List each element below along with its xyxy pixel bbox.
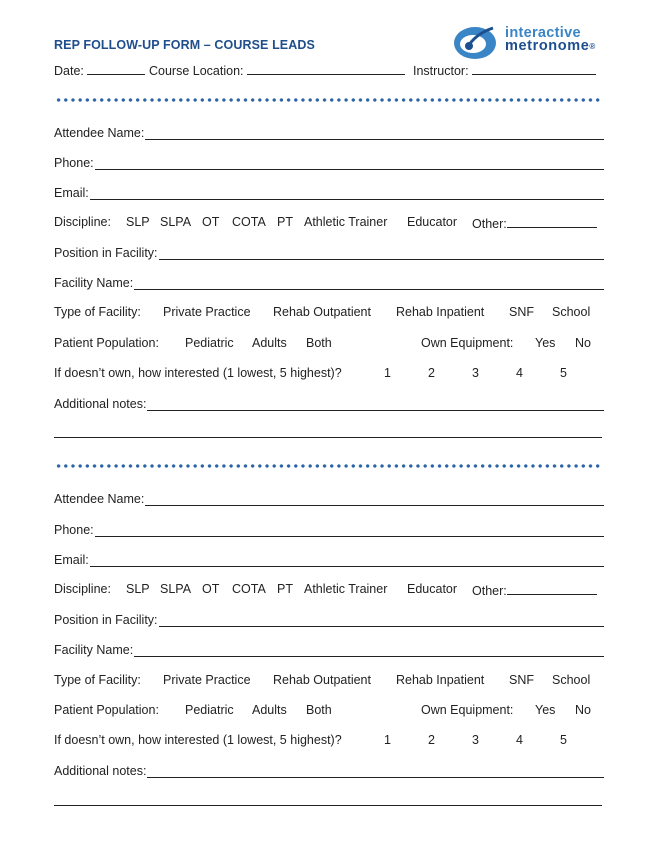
interest-label: If doesn’t own, how interested (1 lowest, 5 highest)? bbox=[54, 366, 342, 380]
interactive-metronome-logo bbox=[453, 24, 605, 62]
attendee-name-field[interactable] bbox=[54, 490, 604, 506]
discipline-option-ot[interactable]: OT bbox=[202, 215, 220, 229]
facility-name-label: Facility Name: bbox=[54, 643, 134, 657]
facility-name-field[interactable] bbox=[54, 274, 604, 290]
discipline-other-input-line[interactable] bbox=[507, 215, 597, 228]
population-both[interactable]: Both bbox=[306, 336, 332, 350]
facility-type-rehab-inpatient[interactable]: Rehab Inpatient bbox=[396, 673, 485, 687]
facility-type-label: Type of Facility: bbox=[54, 305, 141, 319]
additional-notes-extra-line[interactable] bbox=[54, 805, 602, 806]
section-divider-dots bbox=[55, 97, 603, 103]
phone-field[interactable] bbox=[54, 521, 604, 537]
form-title: REP FOLLOW-UP FORM – COURSE LEADS bbox=[54, 38, 315, 52]
interest-option-4[interactable]: 4 bbox=[516, 733, 523, 747]
facility-name-input-line[interactable] bbox=[134, 644, 604, 657]
population-label: Patient Population: bbox=[54, 703, 159, 717]
facility-name-label: Facility Name: bbox=[54, 276, 134, 290]
discipline-option-ot[interactable]: OT bbox=[202, 582, 220, 596]
discipline-other-label: Other: bbox=[472, 584, 507, 598]
email-field[interactable] bbox=[54, 184, 604, 200]
discipline-option-slpa[interactable]: SLPA bbox=[160, 582, 192, 596]
discipline-option-pt[interactable]: PT bbox=[277, 215, 293, 229]
instructor-label: Instructor: bbox=[413, 64, 469, 78]
own-equipment-label: Own Equipment: bbox=[421, 336, 514, 350]
email-input-line[interactable] bbox=[90, 554, 604, 567]
phone-label: Phone: bbox=[54, 523, 94, 537]
additional-notes-extra-line[interactable] bbox=[54, 437, 602, 438]
date-input-line[interactable] bbox=[87, 62, 145, 75]
population-both[interactable]: Both bbox=[306, 703, 332, 717]
position-field[interactable] bbox=[54, 611, 604, 627]
discipline-option-other[interactable] bbox=[472, 582, 597, 598]
attendee-name-input-line[interactable] bbox=[145, 493, 604, 506]
facility-type-private-practice[interactable]: Private Practice bbox=[163, 673, 251, 687]
position-label: Position in Facility: bbox=[54, 246, 158, 260]
email-label: Email: bbox=[54, 186, 89, 200]
phone-input-line[interactable] bbox=[95, 157, 604, 170]
own-equipment-label: Own Equipment: bbox=[421, 703, 514, 717]
email-field[interactable] bbox=[54, 551, 604, 567]
position-field[interactable] bbox=[54, 244, 604, 260]
discipline-option-slp[interactable]: SLP bbox=[126, 582, 150, 596]
population-adults[interactable]: Adults bbox=[252, 336, 287, 350]
facility-type-snf[interactable]: SNF bbox=[509, 305, 534, 319]
date-field[interactable] bbox=[54, 62, 145, 78]
discipline-option-athletic-trainer[interactable]: Athletic Trainer bbox=[304, 582, 388, 596]
logo-text-interactive: interactive bbox=[505, 25, 581, 41]
phone-input-line[interactable] bbox=[95, 524, 604, 537]
discipline-option-slpa[interactable]: SLPA bbox=[160, 215, 192, 229]
facility-type-private-practice[interactable]: Private Practice bbox=[163, 305, 251, 319]
facility-type-rehab-inpatient[interactable]: Rehab Inpatient bbox=[396, 305, 485, 319]
discipline-label: Discipline: bbox=[54, 215, 111, 229]
population-adults[interactable]: Adults bbox=[252, 703, 287, 717]
additional-notes-field[interactable] bbox=[54, 762, 604, 778]
facility-type-school[interactable]: School bbox=[552, 673, 591, 687]
discipline-label: Discipline: bbox=[54, 582, 111, 596]
position-input-line[interactable] bbox=[159, 247, 604, 260]
additional-notes-label: Additional notes: bbox=[54, 397, 147, 411]
date-label: Date: bbox=[54, 64, 84, 78]
facility-name-input-line[interactable] bbox=[134, 277, 604, 290]
facility-type-rehab-outpatient[interactable]: Rehab Outpatient bbox=[273, 305, 371, 319]
discipline-other-input-line[interactable] bbox=[507, 582, 597, 595]
interest-label: If doesn’t own, how interested (1 lowest, 5 highest)? bbox=[54, 733, 342, 747]
facility-type-school[interactable]: School bbox=[552, 305, 591, 319]
attendee-name-label: Attendee Name: bbox=[54, 126, 145, 140]
attendee-name-input-line[interactable] bbox=[145, 127, 604, 140]
logo-text-metronome: metronome® bbox=[505, 38, 596, 54]
discipline-option-educator[interactable]: Educator bbox=[407, 215, 458, 229]
course-location-field[interactable] bbox=[149, 62, 405, 78]
interest-option-3[interactable]: 3 bbox=[472, 733, 479, 747]
email-label: Email: bbox=[54, 553, 89, 567]
additional-notes-input-line[interactable] bbox=[147, 765, 604, 778]
own-equipment-yes[interactable]: Yes bbox=[535, 336, 556, 350]
discipline-option-educator[interactable]: Educator bbox=[407, 582, 458, 596]
interest-option-2[interactable]: 2 bbox=[428, 733, 435, 747]
interest-option-3[interactable]: 3 bbox=[472, 366, 479, 380]
attendee-name-label: Attendee Name: bbox=[54, 492, 145, 506]
position-input-line[interactable] bbox=[159, 614, 604, 627]
discipline-option-cota[interactable]: COTA bbox=[232, 582, 266, 596]
own-equipment-no[interactable]: No bbox=[575, 336, 591, 350]
facility-name-field[interactable] bbox=[54, 641, 604, 657]
instructor-field[interactable] bbox=[413, 62, 596, 78]
interest-option-5[interactable]: 5 bbox=[560, 733, 567, 747]
interest-option-1[interactable]: 1 bbox=[384, 733, 391, 747]
discipline-option-slp[interactable]: SLP bbox=[126, 215, 150, 229]
own-equipment-yes[interactable]: Yes bbox=[535, 703, 556, 717]
facility-type-rehab-outpatient[interactable]: Rehab Outpatient bbox=[273, 673, 371, 687]
additional-notes-field[interactable] bbox=[54, 395, 604, 411]
instructor-input-line[interactable] bbox=[472, 62, 596, 75]
phone-field[interactable] bbox=[54, 154, 604, 170]
interest-option-4[interactable]: 4 bbox=[516, 366, 523, 380]
email-input-line[interactable] bbox=[90, 187, 604, 200]
facility-type-label: Type of Facility: bbox=[54, 673, 141, 687]
population-pediatric[interactable]: Pediatric bbox=[185, 703, 234, 717]
attendee-name-field[interactable] bbox=[54, 124, 604, 140]
metronome-logo-icon bbox=[453, 24, 505, 62]
course-location-input-line[interactable] bbox=[247, 62, 405, 75]
own-equipment-no[interactable]: No bbox=[575, 703, 591, 717]
discipline-option-athletic-trainer[interactable]: Athletic Trainer bbox=[304, 215, 388, 229]
population-label: Patient Population: bbox=[54, 336, 159, 350]
discipline-option-cota[interactable]: COTA bbox=[232, 215, 266, 229]
discipline-option-pt[interactable]: PT bbox=[277, 582, 293, 596]
position-label: Position in Facility: bbox=[54, 613, 158, 627]
interest-option-1[interactable]: 1 bbox=[384, 366, 391, 380]
additional-notes-input-line[interactable] bbox=[147, 398, 604, 411]
facility-type-snf[interactable]: SNF bbox=[509, 673, 534, 687]
phone-label: Phone: bbox=[54, 156, 94, 170]
interest-option-2[interactable]: 2 bbox=[428, 366, 435, 380]
discipline-other-label: Other: bbox=[472, 217, 507, 231]
interest-option-5[interactable]: 5 bbox=[560, 366, 567, 380]
population-pediatric[interactable]: Pediatric bbox=[185, 336, 234, 350]
additional-notes-label: Additional notes: bbox=[54, 764, 147, 778]
section-divider-dots bbox=[55, 463, 603, 469]
course-location-label: Course Location: bbox=[149, 64, 244, 78]
discipline-option-other[interactable] bbox=[472, 215, 597, 231]
